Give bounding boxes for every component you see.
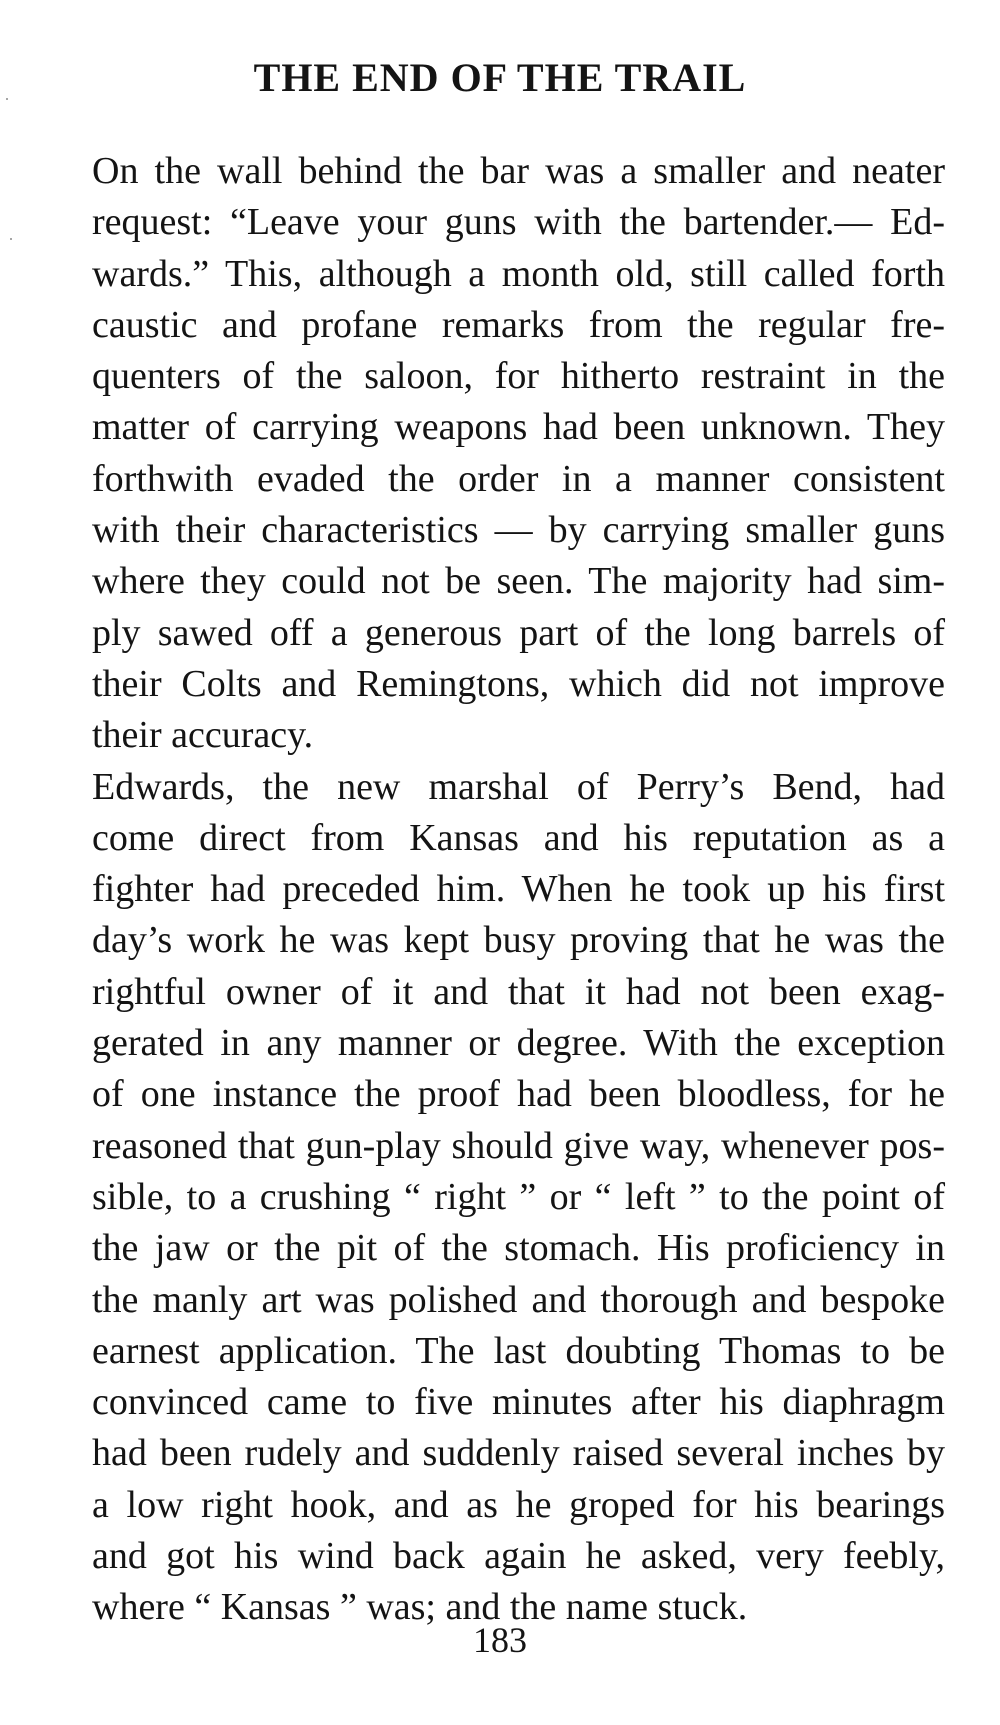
text-line: their Colts and Remingtons, which did not improve [92, 662, 945, 705]
text-line: a low right hook, and as he groped for his bearings [92, 1483, 945, 1526]
text-line: their accuracy. [92, 714, 314, 757]
text-line: wards.” This, although a month old, still called forth [92, 252, 945, 295]
text-line: forthwith evaded the order in a manner consistent [92, 457, 945, 500]
text-line: reasoned that gun-play should give way, whenever pos- [92, 1124, 945, 1167]
text-line: the jaw or the pit of the stomach. His proficiency in [92, 1227, 945, 1270]
text-line: had been rudely and suddenly raised several inches by [92, 1432, 945, 1475]
text-line: where “ Kansas ” was; and the name stuck. [92, 1586, 748, 1629]
text-line: quenters of the saloon, for hitherto restraint in the [92, 355, 945, 398]
text-line: On the wall behind the bar was a smaller and neater [92, 150, 945, 192]
text-line: caustic and profane remarks from the regular fre- [92, 303, 945, 346]
text-line: come direct from Kansas and his reputation as a [92, 816, 945, 859]
text-line: with their characteristics — by carrying smaller guns [92, 509, 945, 552]
text-line: and got his wind back again he asked, very feebly, [92, 1535, 945, 1578]
body-text [50, 146, 945, 1634]
text-line: matter of carrying weapons had been unknown. They [92, 406, 945, 449]
text-line: convinced came to five minutes after his diaphragm [92, 1381, 945, 1424]
text-line: gerated in any manner or degree. With the exception [92, 1022, 945, 1065]
scan-speck [6, 98, 8, 100]
text-line: request: “Leave your guns with the bartender.— Ed- [92, 201, 945, 244]
text-line: sible, to a crushing “ right ” or “ left ” to the point of [92, 1175, 945, 1218]
text-line: earnest application. The last doubting Thomas to be [92, 1329, 945, 1372]
scan-speck [10, 238, 12, 240]
text-line: day’s work he was kept busy proving that he was the [92, 919, 945, 962]
text-line: ply sawed off a generous part of the long barrels of [92, 611, 945, 654]
text-line: the manly art was polished and thorough and bespoke [92, 1278, 945, 1321]
text-line: of one instance the proof had been bloodless, for he [92, 1073, 945, 1116]
running-head: THE END OF THE TRAIL [253, 55, 747, 100]
paragraph-1 [50, 146, 945, 762]
paragraph-2 [50, 762, 945, 1634]
text-line: where they could not be seen. The majority had sim- [92, 560, 945, 603]
page-number: 183 [473, 1620, 527, 1660]
text-line: Edwards, the new marshal of Perry’s Bend, had [92, 765, 945, 808]
text-line: rightful owner of it and that it had not been exag- [92, 970, 945, 1013]
text-line: fighter had preceded him. When he took up his first [92, 868, 945, 911]
